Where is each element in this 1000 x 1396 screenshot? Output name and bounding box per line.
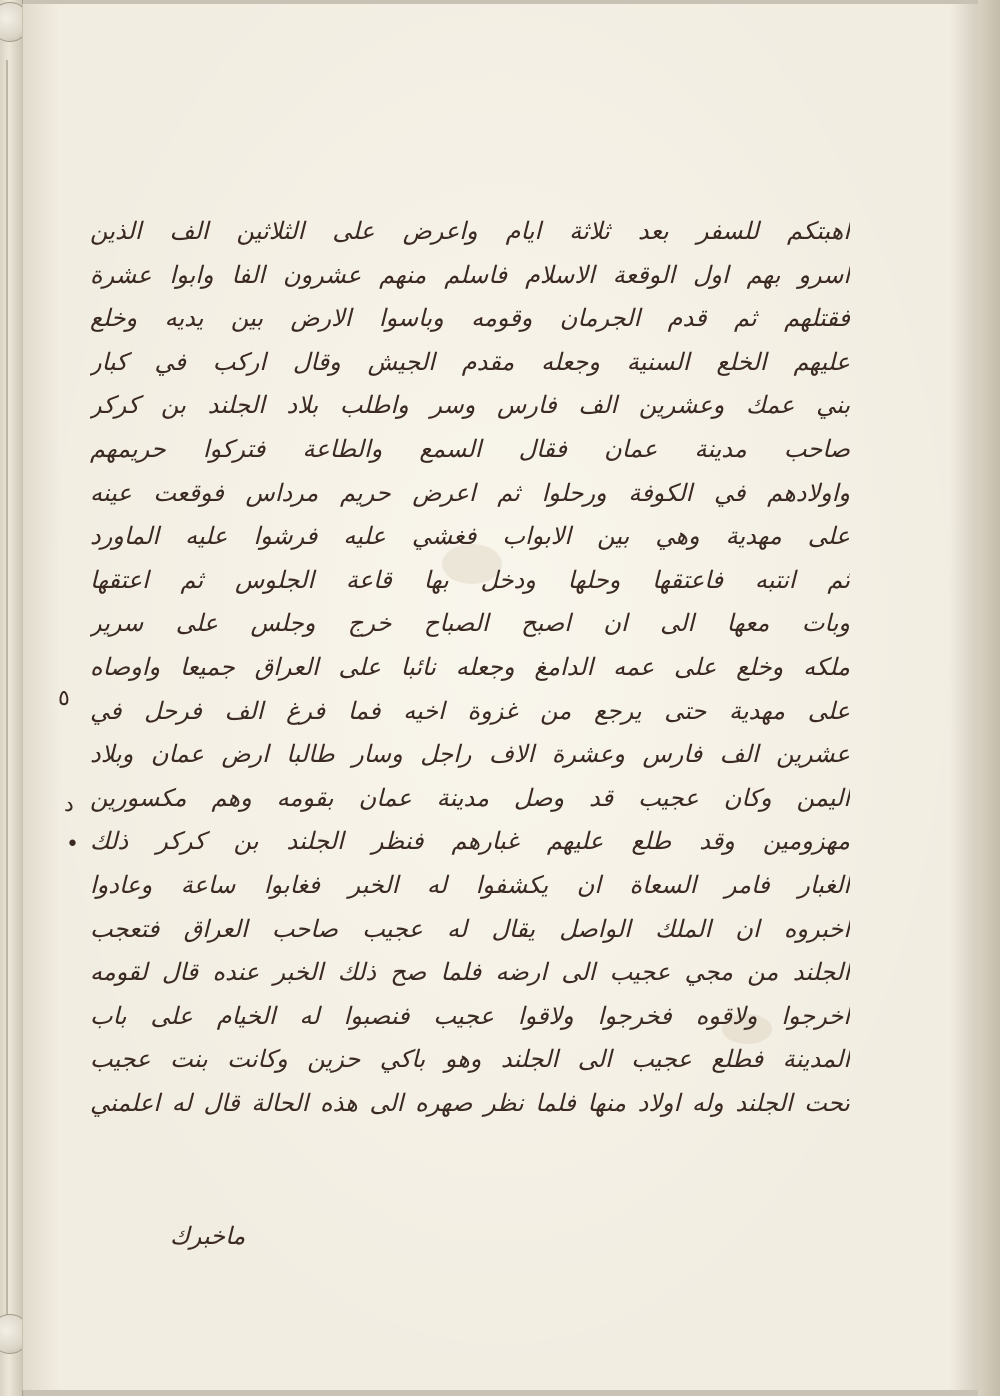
catchword: ماخبرك <box>170 1222 246 1250</box>
text-line: صاحب مدينة عمان فقال السمع والطاعة فتركوا حريمهم <box>90 434 850 463</box>
margin-mark: ٥ <box>58 686 70 711</box>
page-right-edge <box>978 0 1000 1396</box>
text-line: بني عمك وعشرين الف فارس وسر واطلب بلاد الجلند بن كركر <box>90 391 850 420</box>
manuscript-text-block <box>90 210 850 1125</box>
text-line: الجلند من مجي عجيب الى ارضه فلما صح ذلك الخبر عنده قال لقومه <box>90 958 850 987</box>
text-line: عشرين الف فارس وعشرة الاف راجل وسار طالبا ارض عمان وبلاد <box>90 740 850 769</box>
text-line: اليمن وكان عجيب قد وصل مدينة عمان بقومه وهم مكسورين <box>90 783 850 812</box>
margin-mark: د <box>64 792 74 817</box>
page-fold <box>6 60 8 1340</box>
text-line: ثم انتبه فاعتقها وحلها ودخل بها قاعة الجلوس ثم اعتقها <box>90 565 850 594</box>
text-line: اسرو بهم اول الوقعة الاسلام فاسلم منهم عشرون الفا وابوا عشرة <box>90 260 850 289</box>
text-line: اخرجوا ولاقوه فخرجوا ولاقوا عجيب فنصبوا له الخيام على باب <box>90 1001 850 1030</box>
text-line: فقتلهم ثم قدم الجرمان وقومه وباسوا الارض بين يديه وخلع <box>90 304 850 333</box>
text-line: وبات معها الى ان اصبح الصباح خرج وجلس على سرير <box>90 609 850 638</box>
text-line: اهبتكم للسفر بعد ثلاثة ايام واعرض على الثلاثين الف الذين <box>90 217 850 245</box>
text-line: مهزومين وقد طلع عليهم غبارهم فنظر الجلند بن كركر ذلك <box>90 827 850 856</box>
facing-page-edge <box>0 0 23 1396</box>
text-line: تحت الجلند وله اولاد منها فلما نظر صهره الى هذه الحالة قال له اعلمني <box>90 1088 850 1117</box>
text-line: اخبروه ان الملك الواصل يقال له عجيب صاحب العراق فتعجب <box>90 914 850 943</box>
text-line: عليهم الخلع السنية وجعله مقدم الجيش وقال اركب في كبار <box>90 347 850 376</box>
text-line: ملكه وخلع على عمه الدامغ وجعله نائبا على العراق جميعا واوصاه <box>90 652 850 681</box>
text-line: واولادهم في الكوفة ورحلوا ثم اعرض حريم مرداس فوقعت عينه <box>90 478 850 507</box>
text-line: الغبار فامر السعاة ان يكشفوا له الخبر فغابوا ساعة وعادوا <box>90 870 850 899</box>
margin-mark: • <box>66 832 79 857</box>
text-line: المدينة فطلع عجيب الى الجلند وهو باكي حزين وكانت بنت عجيب <box>90 1045 850 1074</box>
text-line: على مهدية حتى يرجع من غزوة اخيه فما فرغ الف فرحل في <box>90 696 850 725</box>
text-line: على مهدية وهي بين الابواب فغشي عليه فرشوا عليه الماورد <box>90 522 850 551</box>
